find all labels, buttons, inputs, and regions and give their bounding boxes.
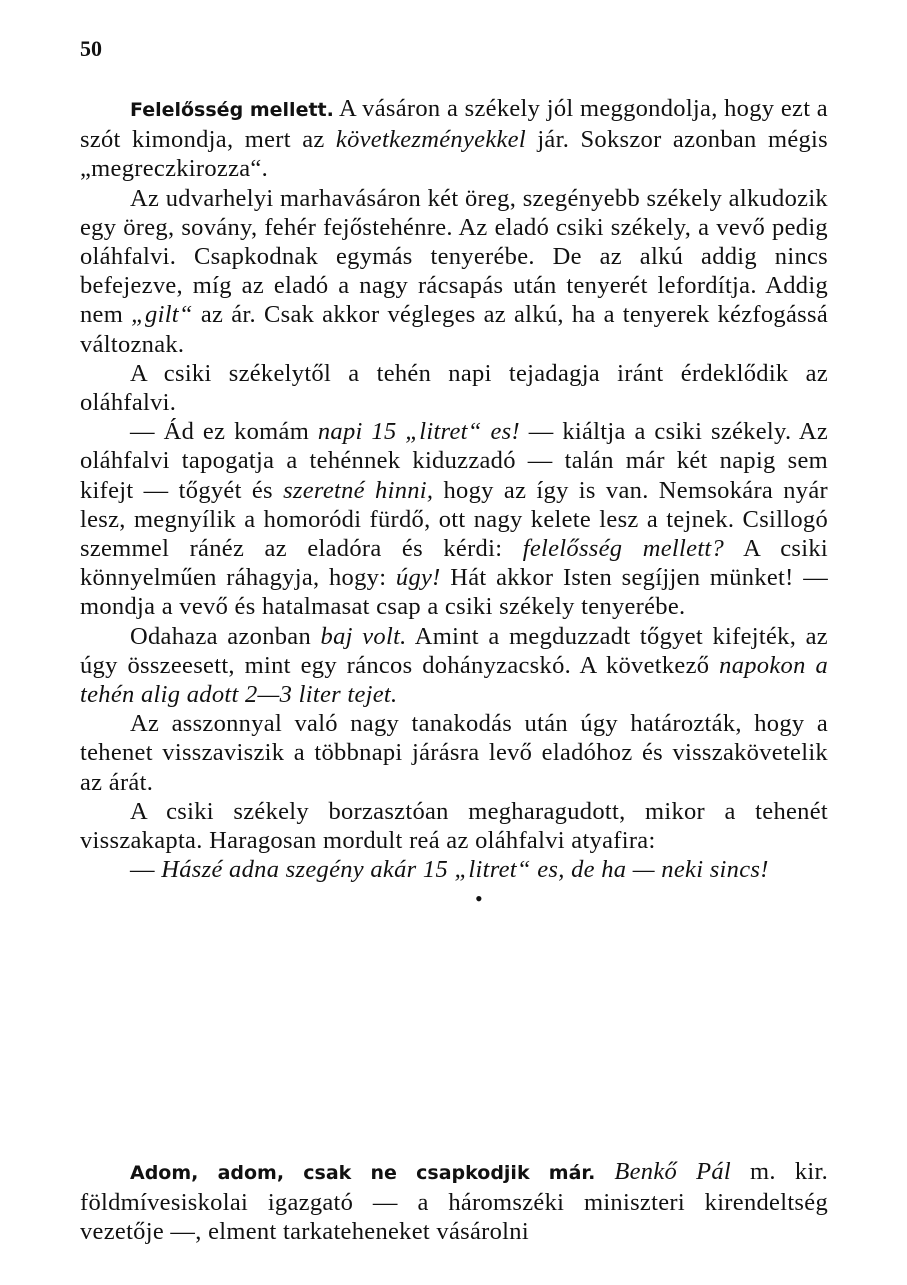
paragraph xyxy=(80,94,828,184)
text-run: A vásáron a székely jól meggondolja, hogy ezt a szót kimondja, mert az xyxy=(80,95,828,154)
text-run: Hát akkor Isten segíjjen münket! — mondja a vevő és hatalmasat csap a csiki székely tenyerébe. xyxy=(80,564,828,621)
paragraph xyxy=(80,622,828,710)
italic-run: napi 15 „litret“ es! xyxy=(317,418,520,446)
text-run: az ár. Csak akkor végleges az alkú, ha a tenyerek kézfogássá változnak. xyxy=(80,301,828,358)
article-lead: Felelősség mellett. xyxy=(130,99,334,121)
italic-run: felelősség mellett? xyxy=(522,535,725,563)
italic-run: Hászé adna szegény akár 15 „litret“ es, de ha — neki sincs! xyxy=(161,856,769,884)
article-lead: Adom, adom, csak ne csapkodjik már. xyxy=(130,1162,596,1184)
text-run: — kiáltja a csiki székely. Az oláhfalvi tapogatja a tehénnek kiduzzadó — talán már két napig sem kifejt — tőgyét és xyxy=(80,418,828,504)
text-run: m. kir. földmívesiskolai igazgató — a háromszéki miniszteri kirendeltség vezetője —, elment tarkateheneket vásárolni xyxy=(80,1158,829,1246)
paragraph xyxy=(80,417,828,621)
italic-run: úgy! xyxy=(395,564,441,592)
paragraph xyxy=(80,184,828,359)
italic-run: „gilt“ xyxy=(131,301,193,329)
paragraph xyxy=(80,855,828,884)
paragraph: A csiki székelytől a tehén napi tejadagja iránt érdeklődik az oláhfalvi. xyxy=(80,359,828,417)
italic-run: napokon a tehén alig adott 2—3 liter tejet. xyxy=(80,651,828,709)
text-run: hogy az így is van. Nemsokára nyár lesz, megnyílik a homoródi fürdő, ott nagy kelete lesz a tejnek. Csillogó szemmel ránéz az eladóra és kérdi: xyxy=(80,476,828,563)
italic-run: szeretné hinni, xyxy=(283,476,434,504)
italic-run: Benkő Pál xyxy=(614,1158,731,1185)
section-separator: • xyxy=(474,886,483,912)
page-number: 50 xyxy=(80,36,102,61)
text-run: — xyxy=(130,856,162,884)
text-run: Az udvarhelyi marhavásáron két öreg, szegényebb székely alkudozik egy öreg, sovány, fehér fejőstehénre. Az eladó csiki székely, a vevő pedig oláhfalvi. Csapkodnak egymás tenyerébe. De az alkú addig nincs befejezve, míg az eladó a nagy rácsapás után tenyerét lefordítja. Addig nem xyxy=(80,184,828,329)
paragraph xyxy=(80,1157,828,1247)
article-adom-adom xyxy=(80,1157,828,1247)
text-run: A csiki könnyelműen ráhagyja, hogy: xyxy=(80,535,828,592)
paragraph: Az asszonnyal való nagy tanakodás után úgy határozták, hogy a tehenet visszaviszik a többnapi járásra levő eladóhoz és visszakövetelik az árát. xyxy=(80,710,828,796)
text-run: Amint a megduzzadt tőgyet kifejték, az úgy összeesett, mint egy ráncos dohányzacskó. A következő xyxy=(80,622,828,679)
italic-run: baj volt. xyxy=(320,622,407,650)
article-felelosseg xyxy=(80,94,828,914)
italic-run: következményekkel xyxy=(335,126,526,154)
paragraph: A csiki székely borzasztóan megharagudott, mikor a tehenét visszakapta. Haragosan mordult reá az oláhfalvi atyafira: xyxy=(80,797,828,855)
text-run: — Ád ez komám xyxy=(130,418,318,446)
text-run: Odahaza azonban xyxy=(130,622,321,650)
text-run: jár. Sokszor azonban mégis „megreczkirozza“. xyxy=(80,126,828,183)
